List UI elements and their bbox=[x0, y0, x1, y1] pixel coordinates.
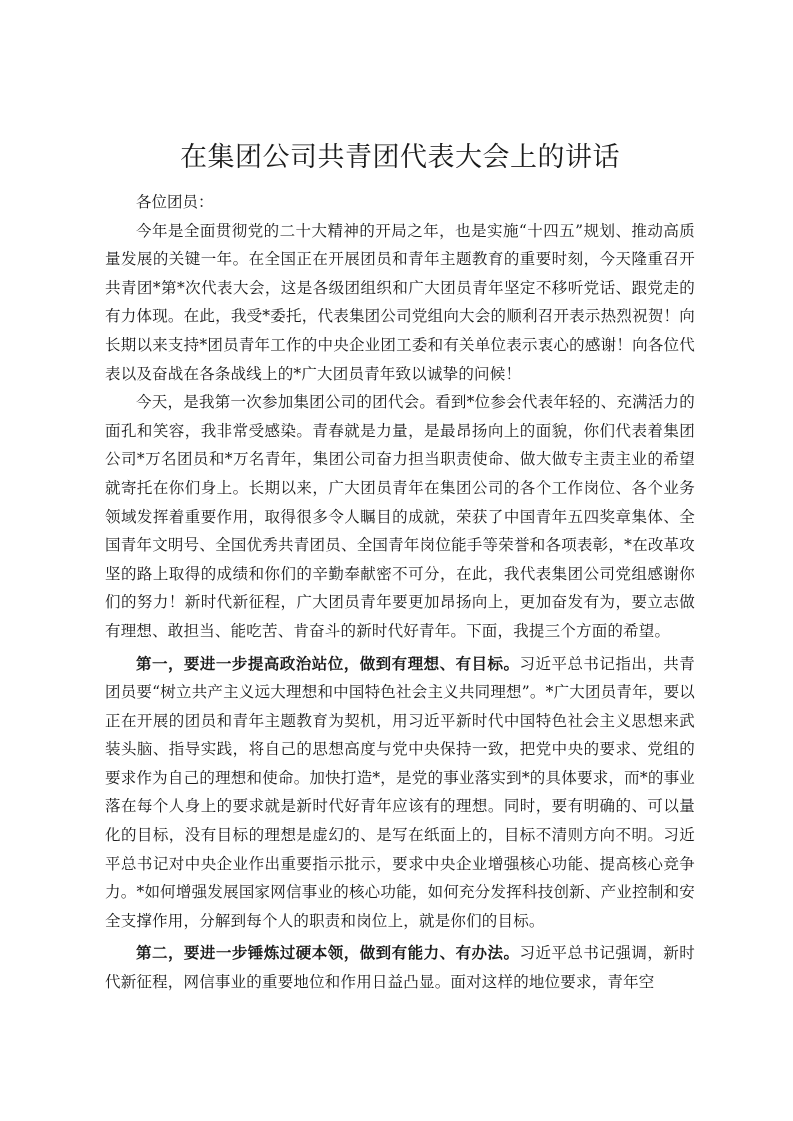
paragraph-1-text: 今年是全面贯彻党的二十大精神的开局之年，也是实施“十四五”规划、推动高质量发展的关键一年。在全国正在开展团员和青年主题教育的重要时刻，今天隆重召开共青团*第*次代表大会，这是各级团组织和广大团员青年坚定不移听党话、跟党走的有力体现。在此，我受*委托，代表集团公司党组向大会的顺利召开表示热烈祝贺！向长期以来支持*团员青年工作的中央企业团工委和有关单位表示衷心的感谢！向各位代表以及奋战在各条战线上的*广大团员青年致以诚挚的问候！ bbox=[105, 221, 695, 383]
paragraph-3-lead: 第一，要进一步提高政治站位，做到有理想、有目标。 bbox=[136, 653, 520, 673]
paragraph-4-text: 习近平总书记强调，新时代新征程，网信事业的重要地位和作用日益凸显。面对这样的地位要求，青年空 bbox=[105, 944, 695, 992]
document-title: 在集团公司共青团代表大会上的讲话 bbox=[180, 142, 620, 173]
paragraph-2-text: 今天，是我第一次参加集团公司的团代会。看到*位参会代表年轻的、充满活力的面孔和笑容，我非常受感染。青春就是力量，是最昂扬向上的面貌，你们代表着集团公司*万名团员和*万名青年，集团公司奋力担当职责使命、做大做专主责主业的希望就寄托在你们身上。长期以来，广大团员青年在集团公司的各个工作岗位、各个业务领域发挥着重要作用，取得很多令人瞩目的成就，荣获了中国青年五四奖章集体、全国青年文明号、全国优秀共青团员、全国青年岗位能手等荣誉和各项表彰，*在改革攻坚的路上取得的成绩和你们的辛勤奉献密不可分，在此，我代表集团公司党组感谢你们的努力！新时代新征程，广大团员青年要更加昂扬向上，更加奋发有为，要立志做有理想、敢担当、能吃苦、肯奋斗的新时代好青年。下面，我提三个方面的希望。 bbox=[105, 393, 695, 640]
paragraph-3-text: 习近平总书记指出，共青团员要“树立共产主义远大理想和中国特色社会主义共同理想”。*广大团员青年，要以正在开展的团员和青年主题教育为契机，用习近平新时代中国特色社会主义思想来武装头脑、指导实践，将自己的思想高度与党中央保持一致，把党中央的要求、党组的要求作为自己的理想和使命。加快打造*，是党的事业落实到*的具体要求，而*的事业落在每个人身上的要求就是新时代好青年应该有的理想。同时，要有明确的、可以量化的目标，没有目标的理想是虚幻的、是写在纸面上的，目标不清则方向不明。习近平总书记对中央企业作出重要指示批示，要求中央企业增强核心功能、提高核心竞争力。*如何增强发展国家网信事业的核心功能，如何充分发挥科技创新、产业控制和安全支撑作用，分解到每个人的职责和岗位上，就是你们的目标。 bbox=[105, 654, 695, 930]
paragraph-3 bbox=[105, 650, 695, 936]
paragraph-4 bbox=[105, 939, 695, 996]
salutation: 各位团员： bbox=[136, 193, 214, 211]
paragraph-1 bbox=[105, 217, 695, 389]
document-page bbox=[105, 138, 695, 997]
paragraph-4-lead: 第二，要进一步锤炼过硬本领，做到有能力、有办法。 bbox=[136, 943, 520, 963]
paragraph-2 bbox=[105, 388, 695, 645]
